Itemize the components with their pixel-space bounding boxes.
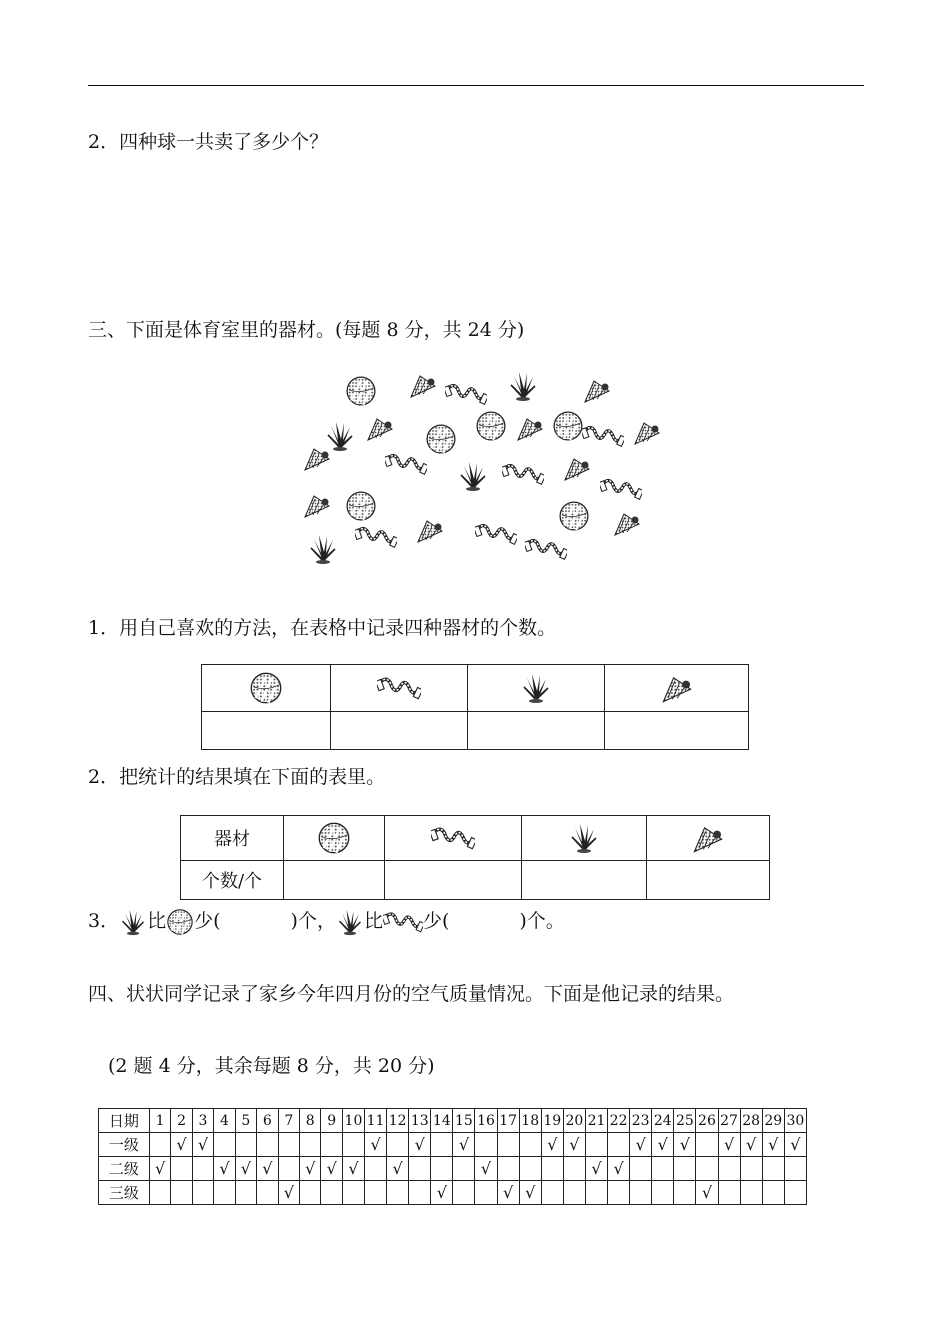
- air-cell: [585, 1157, 607, 1181]
- check-mark: √: [458, 1135, 470, 1154]
- air-cell: [519, 1157, 541, 1181]
- ball-icon: [554, 412, 582, 440]
- jump-rope-icon: [383, 914, 423, 932]
- air-row-label: 一级: [99, 1133, 150, 1157]
- air-day-header: 29: [762, 1109, 784, 1133]
- air-day-header: 13: [409, 1109, 431, 1133]
- air-cell: [192, 1181, 213, 1205]
- air-day-header: 14: [431, 1109, 453, 1133]
- ball-icon: [477, 412, 505, 440]
- air-cell: [214, 1133, 235, 1157]
- air-day-header: 10: [342, 1109, 364, 1133]
- air-cell: [497, 1133, 519, 1157]
- plant-icon: [328, 422, 352, 451]
- air-cell: [409, 1133, 431, 1157]
- air-cell: [149, 1133, 170, 1157]
- air-day-header: 18: [519, 1109, 541, 1133]
- jump-rope-icon: [444, 386, 489, 405]
- air-cell: [278, 1133, 299, 1157]
- tally-cell-plant[interactable]: [468, 712, 605, 750]
- plant-icon: [511, 372, 535, 401]
- ball-icon: [319, 823, 348, 852]
- count-cell-rope[interactable]: [385, 861, 522, 900]
- plant-icon: [339, 910, 360, 935]
- air-cell: [585, 1133, 607, 1157]
- check-mark: √: [370, 1135, 381, 1154]
- air-day-header: 8: [300, 1109, 321, 1133]
- count-header-rope: [385, 816, 522, 861]
- air-day-header: 3: [192, 1109, 213, 1133]
- check-mark: √: [176, 1135, 187, 1154]
- count-table-row2-label: 个数/个: [181, 861, 284, 900]
- air-cell: [630, 1181, 652, 1205]
- air-cell: [740, 1133, 762, 1157]
- jump-rope-icon: [474, 526, 519, 545]
- shuttlecock-icon: [368, 419, 392, 440]
- equipment-picture: [290, 365, 670, 575]
- air-cell: [431, 1181, 453, 1205]
- count-table: [180, 815, 770, 900]
- air-cell: [278, 1181, 299, 1205]
- air-cell: [235, 1181, 256, 1205]
- check-mark: √: [154, 1159, 166, 1178]
- air-cell: [652, 1181, 674, 1205]
- tally-header-shuttlecock: [605, 665, 749, 712]
- check-mark: √: [591, 1159, 602, 1178]
- shuttlecock-icon: [411, 376, 435, 397]
- air-cell: [652, 1157, 674, 1181]
- air-cell: [365, 1133, 387, 1157]
- air-cell: [321, 1133, 342, 1157]
- air-cell: [740, 1181, 762, 1205]
- air-header-label: 日期: [99, 1109, 150, 1133]
- plant-icon: [572, 824, 596, 853]
- air-cell: [608, 1157, 630, 1181]
- air-cell: [784, 1157, 806, 1181]
- check-mark: √: [436, 1183, 447, 1202]
- air-day-header: 23: [630, 1109, 652, 1133]
- check-mark: √: [657, 1135, 668, 1154]
- check-mark: √: [746, 1135, 757, 1154]
- question-2-title: 2．四种球一共卖了多少个？: [88, 131, 329, 153]
- shuttlecock-icon: [615, 514, 639, 535]
- plant-icon: [311, 535, 335, 564]
- air-cell: [300, 1133, 321, 1157]
- check-mark: √: [197, 1135, 209, 1154]
- count-cell-shuttlecock[interactable]: [647, 861, 770, 900]
- ball-icon: [427, 425, 455, 453]
- air-cell: [192, 1157, 213, 1181]
- air-cell: [674, 1133, 696, 1157]
- air-cell: [541, 1157, 563, 1181]
- air-cell: [365, 1181, 387, 1205]
- air-cell: [519, 1133, 541, 1157]
- shuttlecock-icon: [565, 459, 589, 480]
- air-cell: [541, 1133, 563, 1157]
- air-day-header: 11: [365, 1109, 387, 1133]
- air-cell: [321, 1181, 342, 1205]
- air-cell: [235, 1157, 256, 1181]
- air-cell: [192, 1133, 213, 1157]
- shuttlecock-icon: [305, 496, 329, 517]
- air-day-header: 19: [541, 1109, 563, 1133]
- check-mark: √: [392, 1159, 403, 1178]
- shuttlecock-icon: [635, 423, 659, 444]
- air-cell: [784, 1133, 806, 1157]
- air-day-header: 17: [497, 1109, 519, 1133]
- air-day-header: 24: [652, 1109, 674, 1133]
- check-mark: √: [348, 1159, 359, 1178]
- q3-ge-1: )个，: [290, 910, 336, 932]
- air-cell: [630, 1133, 652, 1157]
- air-cell: [214, 1157, 235, 1181]
- air-day-header: 1: [149, 1109, 170, 1133]
- section-3-question-2: 2．把统计的结果填在下面的表里。: [88, 766, 386, 788]
- air-cell: [563, 1133, 585, 1157]
- air-cell: [453, 1157, 475, 1181]
- jump-rope-icon: [581, 428, 626, 447]
- air-row-label: 二级: [99, 1157, 150, 1181]
- air-cell: [497, 1157, 519, 1181]
- tally-cell-shuttlecock[interactable]: [605, 712, 749, 750]
- air-day-header: 12: [387, 1109, 409, 1133]
- air-day-header: 4: [214, 1109, 235, 1133]
- air-cell: [585, 1181, 607, 1205]
- air-day-header: 16: [475, 1109, 497, 1133]
- air-day-header: 7: [278, 1109, 299, 1133]
- air-day-header: 2: [171, 1109, 192, 1133]
- air-cell: [171, 1133, 192, 1157]
- air-cell: [171, 1181, 192, 1205]
- ball-icon: [347, 492, 375, 520]
- check-mark: √: [326, 1159, 337, 1178]
- air-cell: [563, 1157, 585, 1181]
- air-cell: [453, 1181, 475, 1205]
- air-cell: [171, 1157, 192, 1181]
- air-row: [99, 1133, 807, 1157]
- ball-icon: [347, 377, 375, 405]
- air-cell: [563, 1181, 585, 1205]
- check-mark: √: [613, 1159, 624, 1178]
- check-mark: √: [635, 1135, 646, 1154]
- air-cell: [257, 1181, 278, 1205]
- jump-rope-icon: [431, 829, 475, 849]
- section-4-subtitle: (2 题 4 分，其余每题 8 分，共 20 分): [108, 1055, 435, 1077]
- q3-shao-1: 少(: [194, 910, 221, 932]
- air-cell: [762, 1157, 784, 1181]
- check-mark: √: [701, 1183, 713, 1202]
- count-header-plant: [522, 816, 647, 861]
- air-day-header: 26: [696, 1109, 718, 1133]
- jump-rope-icon: [377, 679, 421, 699]
- section-3-question-1: 1．用自己喜欢的方法，在表格中记录四种器材的个数。: [88, 617, 557, 639]
- air-cell: [342, 1157, 364, 1181]
- jump-rope-icon: [354, 529, 399, 548]
- tally-header-rope: [331, 665, 468, 712]
- q3-ge-2: )个。: [519, 910, 565, 932]
- section-3-title: 三、下面是体育室里的器材。(每题 8 分，共 24 分): [88, 319, 525, 341]
- air-day-header: 30: [784, 1109, 806, 1133]
- air-cell: [608, 1133, 630, 1157]
- air-cell: [149, 1181, 170, 1205]
- check-mark: √: [219, 1159, 230, 1178]
- air-cell: [431, 1133, 453, 1157]
- check-mark: √: [768, 1135, 779, 1154]
- air-cell: [278, 1157, 299, 1181]
- count-header-ball: [284, 816, 385, 861]
- shuttlecock-icon: [585, 381, 609, 402]
- check-mark: √: [240, 1159, 251, 1178]
- air-cell: [497, 1181, 519, 1205]
- air-cell: [541, 1181, 563, 1205]
- plant-icon: [461, 462, 485, 491]
- air-cell: [519, 1181, 541, 1205]
- shuttlecock-icon: [418, 521, 442, 542]
- air-cell: [740, 1157, 762, 1181]
- section-4-title: 四、状状同学记录了家乡今年四月份的空气质量情况。下面是他记录的结果。: [88, 983, 735, 1005]
- air-row: [99, 1181, 807, 1205]
- air-cell: [342, 1133, 364, 1157]
- q3-prefix: 3．: [88, 910, 120, 932]
- check-mark: √: [790, 1135, 801, 1154]
- air-day-header: 20: [563, 1109, 585, 1133]
- air-cell: [674, 1181, 696, 1205]
- air-cell: [321, 1157, 342, 1181]
- tally-cell-ball[interactable]: [202, 712, 331, 750]
- air-cell: [365, 1157, 387, 1181]
- check-mark: √: [679, 1135, 690, 1154]
- jump-rope-icon: [524, 541, 569, 560]
- air-cell: [409, 1157, 431, 1181]
- air-cell: [431, 1157, 453, 1181]
- ball-icon: [560, 502, 588, 530]
- air-cell: [214, 1181, 235, 1205]
- air-cell: [696, 1133, 718, 1157]
- air-cell: [762, 1133, 784, 1157]
- tally-cell-rope[interactable]: [331, 712, 468, 750]
- air-cell: [608, 1181, 630, 1205]
- plant-icon: [524, 674, 548, 703]
- count-table-row1-label: 器材: [181, 816, 284, 861]
- q3-bi-2: 比: [363, 910, 383, 932]
- ball-icon: [251, 673, 280, 702]
- count-cell-ball[interactable]: [284, 861, 385, 900]
- air-cell: [235, 1133, 256, 1157]
- shuttlecock-icon: [694, 828, 721, 852]
- shuttlecock-icon: [663, 678, 690, 702]
- q3-bi-1: 比: [147, 910, 167, 932]
- air-day-header: 28: [740, 1109, 762, 1133]
- check-mark: √: [262, 1159, 273, 1178]
- air-cell: [342, 1181, 364, 1205]
- air-day-header: 5: [235, 1109, 256, 1133]
- air-cell: [652, 1133, 674, 1157]
- air-cell: [475, 1157, 497, 1181]
- air-cell: [300, 1157, 321, 1181]
- air-day-header: 21: [585, 1109, 607, 1133]
- count-cell-plant[interactable]: [522, 861, 647, 900]
- check-mark: √: [569, 1135, 580, 1154]
- air-cell: [387, 1157, 409, 1181]
- air-cell: [718, 1133, 740, 1157]
- air-day-header: 27: [718, 1109, 740, 1133]
- air-cell: [784, 1181, 806, 1205]
- jump-rope-icon: [501, 466, 546, 485]
- air-cell: [257, 1157, 278, 1181]
- check-mark: √: [525, 1183, 536, 1202]
- air-cell: [674, 1157, 696, 1181]
- air-day-header: 25: [674, 1109, 696, 1133]
- air-row: [99, 1157, 807, 1181]
- check-mark: √: [414, 1135, 425, 1154]
- air-cell: [453, 1133, 475, 1157]
- air-cell: [409, 1181, 431, 1205]
- check-mark: √: [305, 1159, 316, 1178]
- check-mark: √: [547, 1135, 558, 1154]
- check-mark: √: [283, 1183, 294, 1202]
- air-cell: [475, 1133, 497, 1157]
- air-cell: [718, 1157, 740, 1181]
- check-mark: √: [503, 1183, 514, 1202]
- air-cell: [387, 1181, 409, 1205]
- air-cell: [630, 1157, 652, 1181]
- air-cell: [696, 1181, 718, 1205]
- air-cell: [149, 1157, 170, 1181]
- air-cell: [475, 1181, 497, 1205]
- top-rule: [88, 85, 864, 86]
- tally-table: [201, 664, 749, 750]
- air-day-header: 15: [453, 1109, 475, 1133]
- check-mark: √: [480, 1159, 492, 1178]
- air-day-header: 9: [321, 1109, 342, 1133]
- tally-header-plant: [468, 665, 605, 712]
- air-row-label: 三级: [99, 1181, 150, 1205]
- air-cell: [762, 1181, 784, 1205]
- air-cell: [718, 1181, 740, 1205]
- section-3-question-3: [88, 903, 565, 939]
- air-day-header: 6: [257, 1109, 278, 1133]
- check-mark: √: [723, 1135, 735, 1154]
- air-cell: [257, 1133, 278, 1157]
- jump-rope-icon: [384, 456, 429, 475]
- air-cell: [696, 1157, 718, 1181]
- air-day-header: 22: [608, 1109, 630, 1133]
- air-cell: [300, 1181, 321, 1205]
- air-cell: [387, 1133, 409, 1157]
- tally-header-ball: [202, 665, 331, 712]
- plant-icon: [123, 910, 144, 935]
- jump-rope-icon: [599, 481, 644, 500]
- q3-shao-2: 少(: [422, 910, 450, 932]
- shuttlecock-icon: [518, 419, 542, 440]
- shuttlecock-icon: [305, 449, 329, 470]
- count-header-shuttlecock: [647, 816, 770, 861]
- ball-icon: [168, 910, 192, 934]
- air-quality-table: [98, 1108, 807, 1205]
